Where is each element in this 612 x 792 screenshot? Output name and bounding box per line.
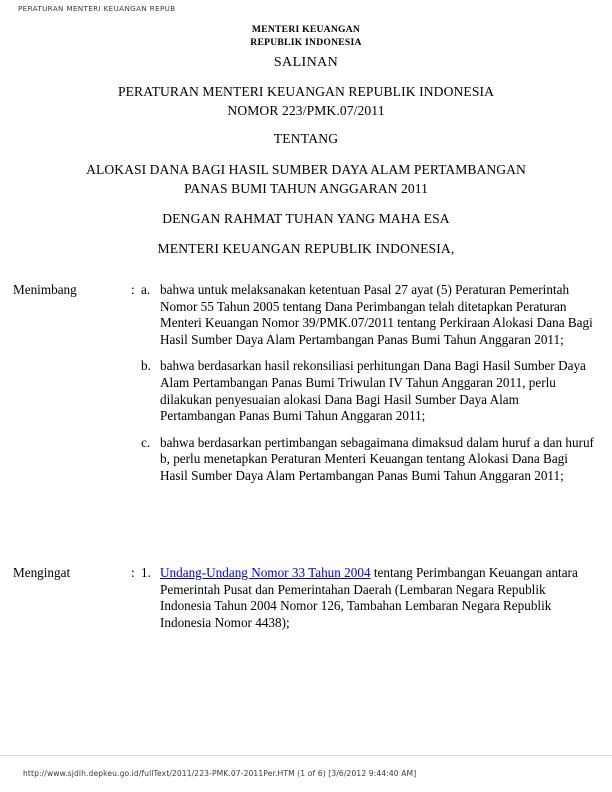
mengingat-items bbox=[141, 565, 596, 631]
clause-item bbox=[141, 282, 596, 348]
issuing-authority: MENTERI KEUANGAN REPUBLIK INDONESIA, bbox=[157, 241, 455, 256]
regulation-number: NOMOR 223/PMK.07/2011 bbox=[227, 102, 385, 118]
clause-item bbox=[141, 358, 596, 424]
mengingat-label: Mengingat bbox=[13, 565, 71, 580]
clause-marker: c. bbox=[141, 434, 151, 450]
clause-item bbox=[141, 565, 596, 631]
blessing-line: DENGAN RAHMAT TUHAN YANG MAHA ESA bbox=[162, 211, 450, 226]
ministry-heading bbox=[0, 24, 612, 49]
regulation-title bbox=[0, 83, 612, 120]
about-label: TENTANG bbox=[273, 131, 339, 146]
law-reference-link[interactable]: Undang-Undang Nomor 33 Tahun 2004 bbox=[160, 565, 371, 580]
browser-print-footer: http://www.sjdih.depkeu.go.id/fullText/2011/223-PMK.07-2011Per.HTM (1 of 6) [3/6/2012 9:44:40 AM] bbox=[23, 769, 417, 778]
clause-text: bahwa berdasarkan hasil rekonsiliasi perhitungan Dana Bagi Hasil Sumber Daya Alam Pertambangan Panas Bumi Triwulan IV Tahun Anggaran 2011, perlu dilakukan penyesuaian alokasi Dana Bagi Hasil Sumber Daya Alam Pertambangan Panas Bumi Tahun Anggaran 2011; bbox=[160, 358, 586, 424]
mengingat-colon: : bbox=[131, 565, 135, 580]
copy-marker: SALINAN bbox=[273, 55, 339, 70]
subject-line-1: ALOKASI DANA BAGI HASIL SUMBER DAYA ALAM PERTAMBANGAN bbox=[86, 162, 526, 177]
ministry-line-2: REPUBLIK INDONESIA bbox=[250, 36, 362, 48]
browser-print-header: PERATURAN MENTERI KEUANGAN REPUB bbox=[18, 4, 176, 13]
menimbang-colon: : bbox=[131, 282, 135, 297]
ministry-line-1: MENTERI KEUANGAN bbox=[251, 24, 361, 35]
clause-marker: a. bbox=[141, 282, 151, 297]
menimbang-label: Menimbang bbox=[13, 282, 77, 297]
menimbang-items bbox=[141, 282, 596, 485]
clause-text: tentang Perimbangan Keuangan antara Pemerintah Pusat dan Pemerintahan Daerah (Lembaran Negara Republik Indonesia Tahun 2004 Nomor 126, Tambahan Lembaran Negara Republik Indonesia Nomor 4438); bbox=[160, 565, 578, 630]
clause-text: bahwa berdasarkan pertimbangan sebagaimana dimaksud dalam huruf a dan huruf b, perlu menetapkan Peraturan Menteri Keuangan tentang Alokasi Dana Bagi Hasil Sumber Daya Alam Pertambangan Panas Bumi Tahun Anggaran 2011; bbox=[160, 434, 594, 483]
clause-marker: b. bbox=[141, 358, 151, 374]
clause-marker: 1. bbox=[141, 565, 151, 580]
clause-item bbox=[141, 435, 596, 485]
clause-text: bahwa untuk melaksanakan ketentuan Pasal 27 ayat (5) Peraturan Pemerintah Nomor 55 Tahun 2005 tentang Dana Perimbangan telah ditetapkan Peraturan Menteri Keuangan Nomor 39/PMK.07/2011 tentang Perkiraan Alokasi Dana Bagi Hasil Sumber Daya Alam Pertambangan Panas Bumi Tahun Anggaran 2011; bbox=[160, 282, 593, 347]
regulation-subject bbox=[0, 161, 612, 198]
regulation-title-line-1: PERATURAN MENTERI KEUANGAN REPUBLIK INDONESIA bbox=[117, 84, 495, 99]
footer-divider bbox=[0, 755, 612, 756]
subject-line-2: PANAS BUMI TAHUN ANGGARAN 2011 bbox=[184, 180, 428, 196]
